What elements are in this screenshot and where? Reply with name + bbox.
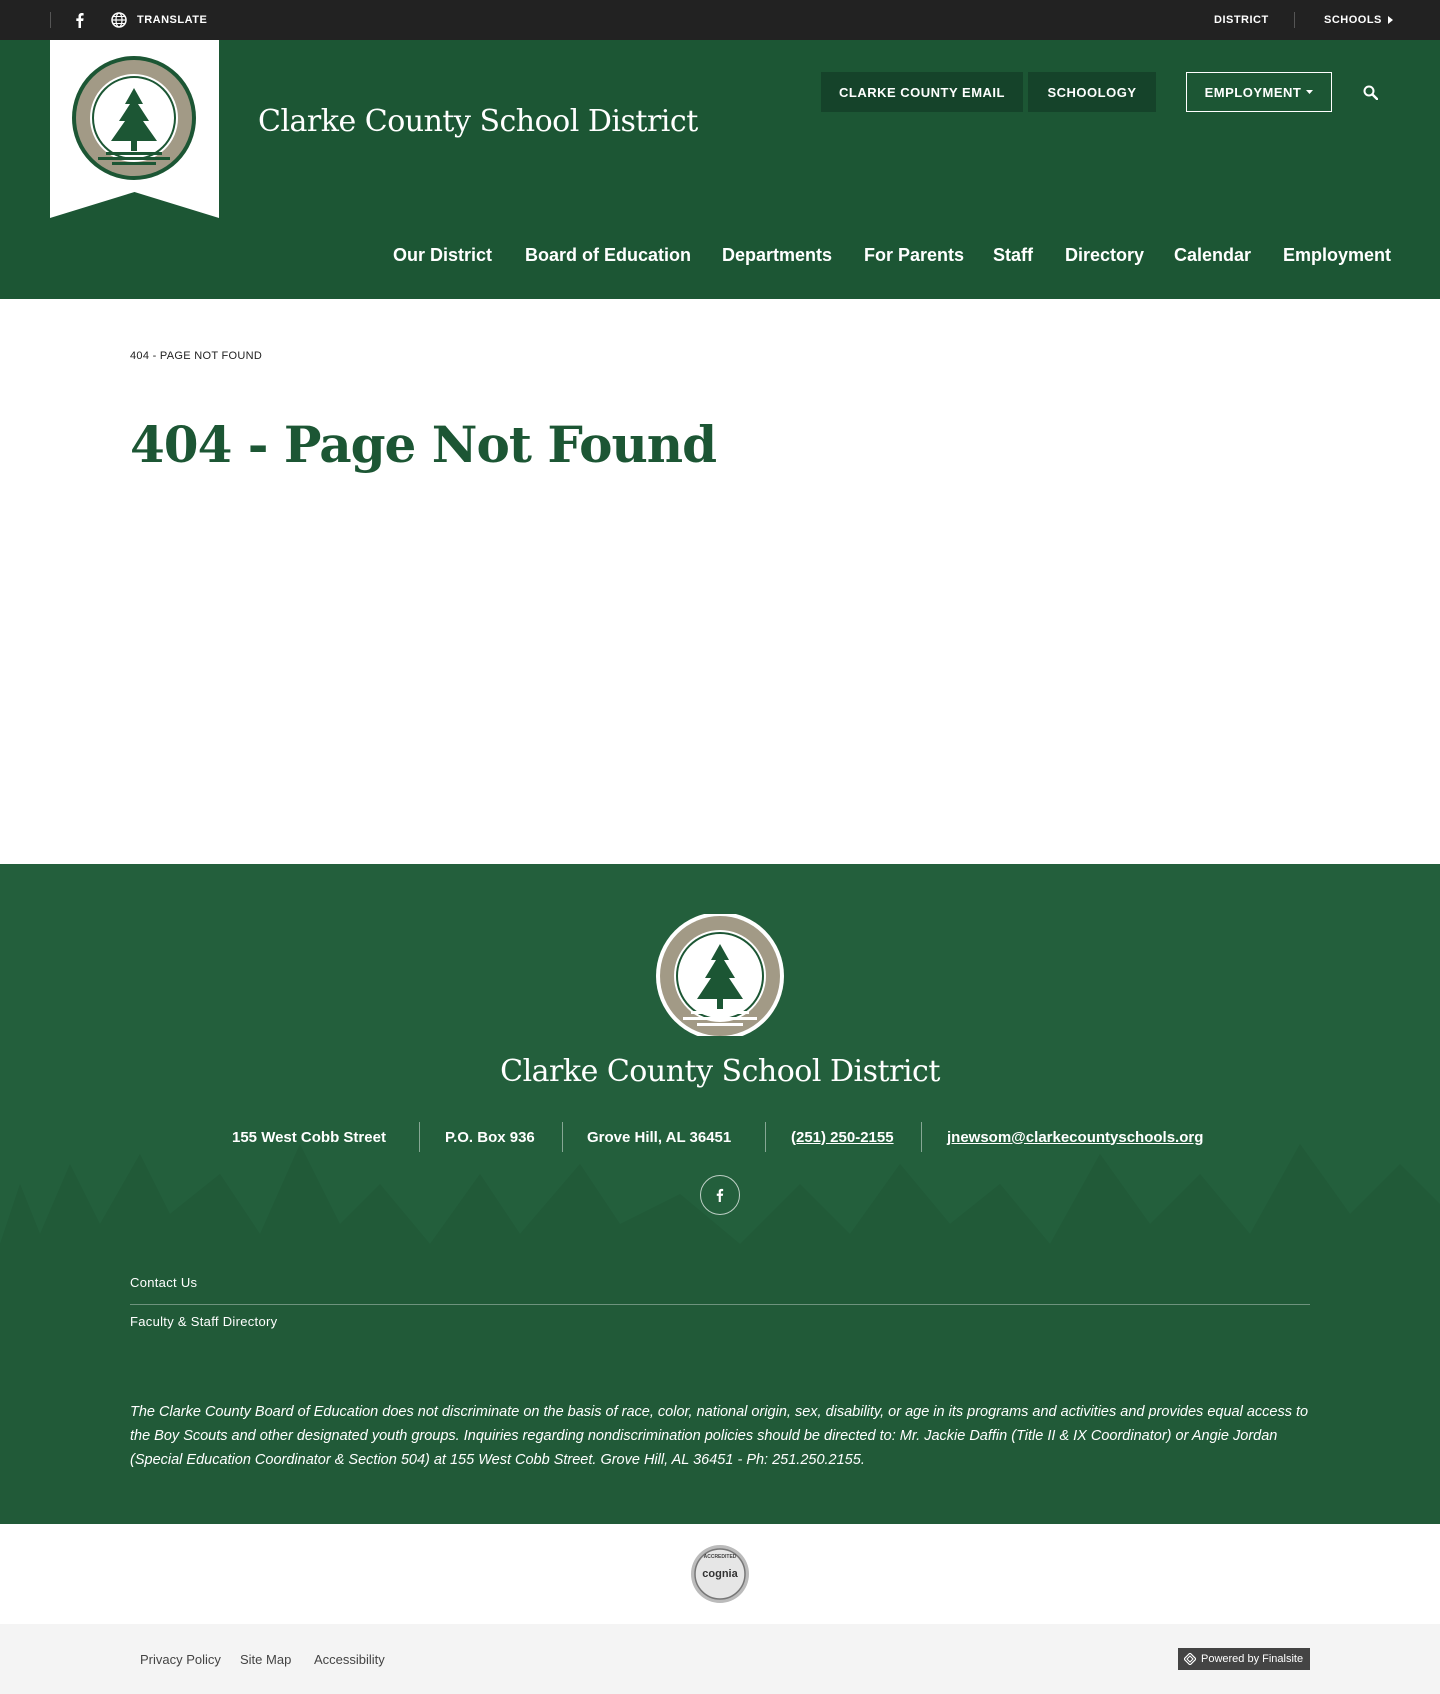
accreditation-band: [0, 1524, 1440, 1624]
site-header: [0, 40, 1440, 299]
clarke-county-email-button[interactable]: CLARKE COUNTY EMAIL: [821, 72, 1023, 112]
footer-facebook-link[interactable]: [700, 1175, 740, 1215]
district-logo[interactable]: [50, 40, 219, 218]
powered-by-finalsite-link[interactable]: [1178, 1648, 1310, 1670]
search-button[interactable]: [1358, 80, 1382, 104]
divider: [50, 12, 51, 28]
facebook-icon: [72, 12, 88, 28]
schools-label: SCHOOLS: [1324, 14, 1382, 26]
street-address: 155 West Cobb Street: [232, 1128, 386, 1146]
nondiscrimination-statement: The Clarke County Board of Education does not discriminate on the basis of race, color, national origin, sex, disability, or age in its programs and activities and provides equal access to the Boy Scouts and other designated youth groups. Inquiries regarding nondiscrimination policies should be directed to: Mr. Jackie Daffin (Title II & IX Coordinator) or Angie Jordan (Special Education Coordinator & Section 504) at 155 West Cobb Street. Grove Hill, AL 36451 - Ph: 251.250.2155.: [130, 1404, 1309, 1468]
faculty-staff-directory-link[interactable]: Faculty & Staff Directory: [130, 1314, 278, 1329]
site-map-link[interactable]: Site Map: [240, 1651, 292, 1667]
city-state-zip: Grove Hill, AL 36451: [587, 1128, 732, 1146]
contact-us-link[interactable]: Contact Us: [130, 1275, 198, 1290]
district-link[interactable]: [1214, 0, 1269, 40]
employment-dropdown-label: EMPLOYMENT: [1204, 84, 1302, 100]
facebook-icon: [713, 1188, 727, 1202]
caret-right-icon: [1388, 16, 1393, 24]
facebook-link[interactable]: [72, 0, 88, 40]
divider: [1294, 12, 1295, 28]
site-footer: [0, 864, 1440, 1524]
nav-board-of-education[interactable]: Board of Education: [525, 245, 691, 265]
translate-label: TRANSLATE: [137, 14, 208, 26]
district-label: DISTRICT: [1214, 14, 1269, 26]
search-icon: [1363, 85, 1378, 100]
site-title[interactable]: Clarke County School District: [258, 104, 698, 139]
bottom-bar: [0, 1624, 1440, 1694]
divider: [765, 1122, 766, 1152]
nav-employment[interactable]: Employment: [1283, 245, 1392, 265]
nav-for-parents[interactable]: For Parents: [864, 245, 965, 265]
nav-staff[interactable]: Staff: [993, 245, 1033, 265]
divider: [130, 1304, 1310, 1305]
cognia-accreditation-badge[interactable]: [690, 1544, 750, 1604]
po-box: P.O. Box 936: [445, 1128, 535, 1146]
main-navigation: [0, 245, 1440, 271]
divider: [921, 1122, 922, 1152]
page-title: 404 - Page Not Found: [130, 415, 717, 474]
divider: [419, 1122, 420, 1152]
privacy-policy-link[interactable]: Privacy Policy: [140, 1651, 221, 1667]
translate-button[interactable]: [111, 0, 207, 40]
nav-our-district[interactable]: Our District: [393, 245, 493, 265]
contact-info: [0, 1122, 1440, 1152]
finalsite-logo-icon: [1184, 1653, 1196, 1665]
nav-directory[interactable]: Directory: [1065, 245, 1145, 265]
email-link[interactable]: jnewsom@clarkecountyschools.org: [947, 1128, 1204, 1146]
utility-bar: [0, 0, 1440, 40]
caret-down-icon: [1306, 90, 1313, 94]
footer-title: Clarke County School District: [500, 1054, 940, 1089]
nav-calendar[interactable]: Calendar: [1174, 245, 1252, 265]
globe-icon: [111, 12, 127, 28]
schools-dropdown[interactable]: [1324, 0, 1393, 40]
phone-link[interactable]: (251) 250-2155: [791, 1128, 894, 1146]
divider: [562, 1122, 563, 1152]
badge-text: cognia: [702, 1568, 738, 1580]
accessibility-link[interactable]: Accessibility: [314, 1651, 385, 1667]
breadcrumb: 404 - PAGE NOT FOUND: [130, 350, 263, 362]
employment-dropdown[interactable]: [1186, 72, 1332, 112]
badge-top-text: ACCREDITED: [703, 1554, 737, 1560]
nav-departments[interactable]: Departments: [722, 245, 833, 265]
powered-by-label: Powered by Finalsite: [1201, 1653, 1304, 1665]
footer-logo[interactable]: [655, 914, 785, 1036]
schoology-button[interactable]: SCHOOLOGY: [1028, 72, 1156, 112]
